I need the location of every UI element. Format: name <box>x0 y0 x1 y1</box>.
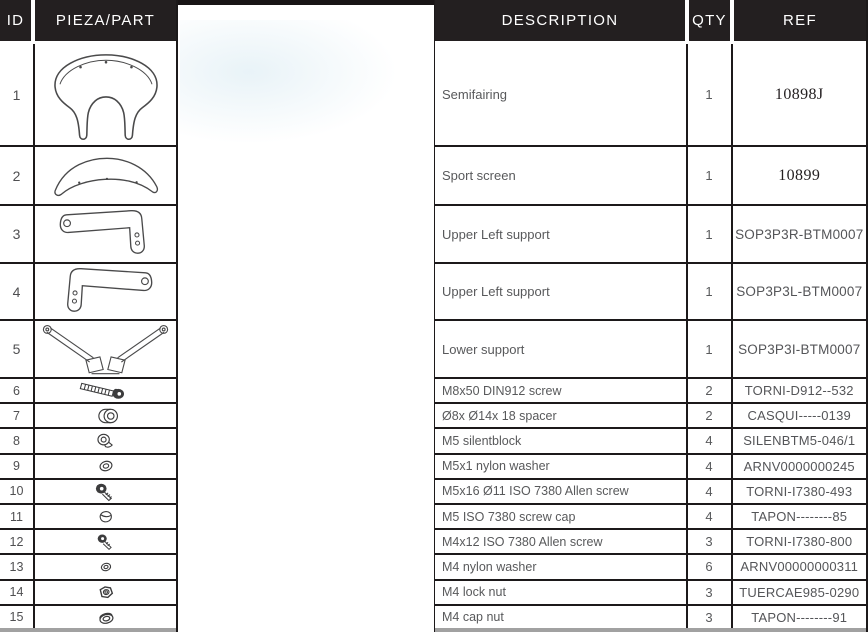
qty-column-header: QTY <box>689 0 730 41</box>
part-description: Sport screen <box>435 147 688 204</box>
part-qty: 1 <box>688 321 733 377</box>
part-description: M5 silentblock <box>435 429 688 452</box>
id-column-header: ID <box>0 0 31 41</box>
spec-row <box>435 579 866 604</box>
spec-row <box>435 553 866 578</box>
part-description: Upper Left support <box>435 206 688 262</box>
part-description: Lower support <box>435 321 688 377</box>
part-qty: 1 <box>688 147 733 204</box>
part-description: M4 cap nut <box>435 606 688 629</box>
nylon-washer-drawing <box>35 455 176 478</box>
part-ref: TUERCAE985-0290 <box>739 584 860 600</box>
table-bottom-edge <box>435 628 866 632</box>
ref-column-header: REF <box>734 0 866 41</box>
part-qty: 4 <box>688 455 733 478</box>
part-row <box>0 319 176 377</box>
small-allen-screw-drawing <box>35 530 176 553</box>
part-id: 8 <box>0 429 35 452</box>
spacer-drawing <box>35 404 176 427</box>
part-row <box>0 427 176 452</box>
part-id: 7 <box>0 404 35 427</box>
parts-drawings-table <box>0 0 178 632</box>
spec-row <box>435 427 866 452</box>
part-description: M4x12 ISO 7380 Allen screw <box>435 530 688 553</box>
part-id: 1 <box>0 44 35 145</box>
part-id: 6 <box>0 379 35 402</box>
spec-row <box>435 503 866 528</box>
silentblock-drawing <box>35 429 176 452</box>
upper-left-support-drawing <box>35 264 176 319</box>
part-row <box>0 604 176 629</box>
spec-row <box>435 478 866 503</box>
sport-screen-drawing <box>35 147 176 204</box>
part-row <box>0 44 176 145</box>
part-description: Ø8x Ø14x 18 spacer <box>435 404 688 427</box>
part-row <box>0 478 176 503</box>
semifairing-drawing <box>35 44 176 145</box>
part-ref: SOP3P3I-BTM0007 <box>738 341 861 357</box>
part-qty: 3 <box>688 581 733 604</box>
part-row <box>0 402 176 427</box>
part-id: 9 <box>0 455 35 478</box>
part-row <box>0 453 176 478</box>
part-id: 11 <box>0 505 35 528</box>
part-id: 5 <box>0 321 35 377</box>
part-row <box>0 528 176 553</box>
screw-cap-drawing <box>35 505 176 528</box>
upper-right-support-drawing <box>35 206 176 262</box>
part-id: 4 <box>0 264 35 319</box>
part-qty: 2 <box>688 404 733 427</box>
spec-row <box>435 528 866 553</box>
part-ref: 10899 <box>778 166 821 184</box>
part-ref: TORNI-I7380-493 <box>746 483 853 499</box>
part-id: 2 <box>0 147 35 204</box>
part-ref: SILENBTM5-046/1 <box>743 433 856 449</box>
part-id: 12 <box>0 530 35 553</box>
allen-screw-drawing <box>35 480 176 503</box>
part-description: Upper Left support <box>435 264 688 319</box>
part-id: 13 <box>0 555 35 578</box>
socket-screw-drawing <box>35 379 176 402</box>
spec-row <box>435 377 866 402</box>
part-qty: 1 <box>688 206 733 262</box>
part-ref: SOP3P3R-BTM0007 <box>735 226 864 242</box>
part-description: M4 lock nut <box>435 581 688 604</box>
spec-row <box>435 44 866 145</box>
part-qty: 3 <box>688 606 733 629</box>
part-row <box>0 579 176 604</box>
part-row <box>0 262 176 319</box>
part-id: 14 <box>0 581 35 604</box>
lock-nut-drawing <box>35 581 176 604</box>
part-id: 15 <box>0 606 35 629</box>
part-description: M5x1 nylon washer <box>435 455 688 478</box>
lower-support-drawing <box>35 321 176 377</box>
spec-table-header <box>435 0 866 44</box>
part-ref: SOP3P3L-BTM0007 <box>736 284 863 299</box>
spec-row <box>435 145 866 204</box>
spec-row <box>435 453 866 478</box>
small-washer-drawing <box>35 555 176 578</box>
spec-row <box>435 204 866 262</box>
spec-table-body <box>435 44 866 629</box>
description-column-header: DESCRIPTION <box>435 0 685 41</box>
part-column-header: PIEZA/PART <box>35 0 176 41</box>
spec-row <box>435 319 866 377</box>
part-description: M5 ISO 7380 screw cap <box>435 505 688 528</box>
part-qty: 4 <box>688 505 733 528</box>
part-ref: TORNI-I7380-800 <box>746 534 853 550</box>
part-id: 3 <box>0 206 35 262</box>
part-qty: 2 <box>688 379 733 402</box>
parts-spec-table <box>434 0 868 632</box>
parts-table-body <box>0 44 176 629</box>
part-row <box>0 377 176 402</box>
table-bottom-edge <box>0 628 176 632</box>
part-row <box>0 503 176 528</box>
part-description: M4 nylon washer <box>435 555 688 578</box>
part-qty: 1 <box>688 44 733 145</box>
part-ref: 10898J <box>774 85 824 103</box>
part-description: M5x16 Ø11 ISO 7380 Allen screw <box>435 480 688 503</box>
part-qty: 6 <box>688 555 733 578</box>
part-row <box>0 145 176 204</box>
part-row <box>0 553 176 578</box>
spec-row <box>435 402 866 427</box>
part-id: 10 <box>0 480 35 503</box>
part-qty: 3 <box>688 530 733 553</box>
part-ref: CASQUI-----0139 <box>747 408 851 424</box>
part-row <box>0 204 176 262</box>
page-watermark <box>180 20 410 150</box>
part-ref: ARNV00000000311 <box>740 559 859 575</box>
cap-nut-drawing <box>35 606 176 629</box>
part-qty: 1 <box>688 264 733 319</box>
top-divider-bar <box>178 0 434 5</box>
part-ref: TORNI-D912--532 <box>744 383 854 399</box>
part-qty: 4 <box>688 429 733 452</box>
spec-row <box>435 604 866 629</box>
part-ref: TAPON--------85 <box>751 509 848 525</box>
part-ref: ARNV0000000245 <box>743 458 855 474</box>
parts-table-header <box>0 0 176 44</box>
spec-row <box>435 262 866 319</box>
part-description: Semifairing <box>435 44 688 145</box>
part-ref: TAPON--------91 <box>751 609 848 625</box>
part-qty: 4 <box>688 480 733 503</box>
part-description: M8x50 DIN912 screw <box>435 379 688 402</box>
